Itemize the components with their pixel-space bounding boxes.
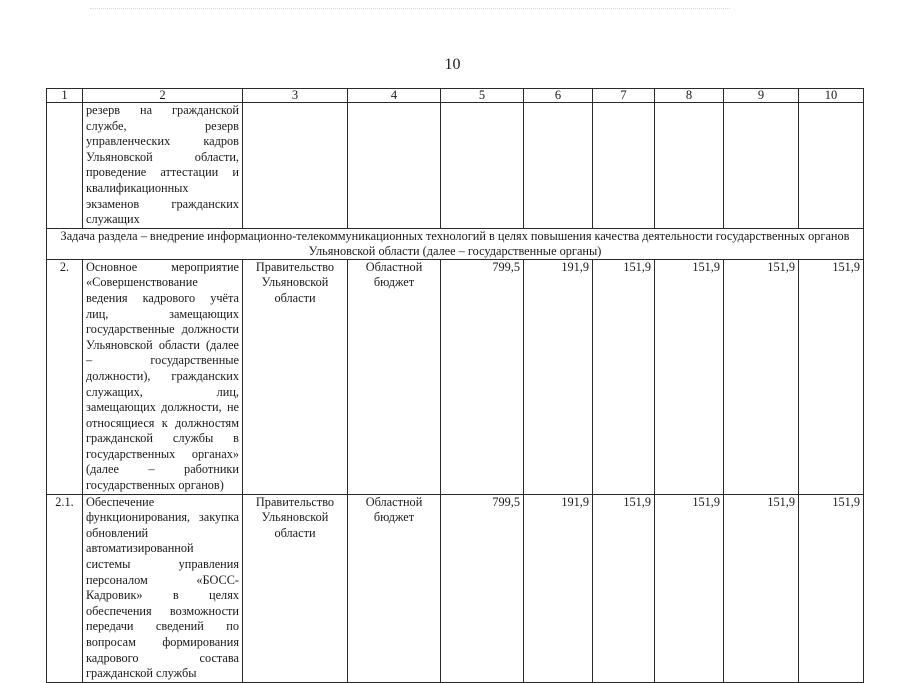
page-number: 10 [444,56,461,73]
column-number: 4 [348,89,441,103]
column-number: 2 [83,89,243,103]
row-amount: 151,9 [799,259,864,494]
row-amount-total: 799,5 [441,259,524,494]
row-executor: Правительство Ульяновской области [243,259,348,494]
column-number: 6 [524,89,593,103]
row-amount: 191,9 [524,259,593,494]
column-number: 5 [441,89,524,103]
scan-artifact [90,8,730,13]
row-amount: 151,9 [724,259,799,494]
column-number: 7 [593,89,655,103]
row-amount-total: 799,5 [441,494,524,682]
row-executor: Правительство Ульяновской области [243,494,348,682]
row-funding-source: Областной бюджет [348,259,441,494]
row-amount: 151,9 [593,494,655,682]
column-number: 1 [47,89,83,103]
column-number: 8 [655,89,724,103]
column-number-row [47,89,864,103]
continuation-row [47,103,864,229]
row-amount: 151,9 [655,259,724,494]
row-number: 2.1. [47,494,83,682]
budget-table [46,88,864,683]
table-row [47,259,864,494]
row-amount: 151,9 [655,494,724,682]
row-amount: 191,9 [524,494,593,682]
row-description: Обеспечение функционирования, закупка обновлений автоматизированной системы управления персоналом «БОСС-Кадровик» в целях обеспечения возможности передачи сведений по вопросам формирования кадрового состава гражданской службы [83,494,243,682]
row-amount: 151,9 [593,259,655,494]
row-amount: 151,9 [799,494,864,682]
section-task-text: Задача раздела – внедрение информационно-телекоммуникационных технологий в целях повышения качества деятельности государственных органов Ульяновской области (далее – государственные органы) [47,228,864,259]
column-number: 3 [243,89,348,103]
column-number: 9 [724,89,799,103]
row-number: 2. [47,259,83,494]
row-description: Основное мероприятие «Совершенствование ведения кадрового учёта лиц, замещающих государственные должности Ульяновской области (далее – государственные должности), гражданских служащих, лиц, замещающих должности, не относящиеся к должностям гражданской службы в государственных органах» (далее – работники государственных органов) [83,259,243,494]
continuation-text: резерв на гражданской службе, резерв управленческих кадров Ульяновской области, проведение аттестации и квалификационных экзаменов гражданских служащих [83,103,243,229]
table-row [47,494,864,682]
section-task-row [47,228,864,259]
column-number: 10 [799,89,864,103]
row-amount: 151,9 [724,494,799,682]
row-funding-source: Областной бюджет [348,494,441,682]
